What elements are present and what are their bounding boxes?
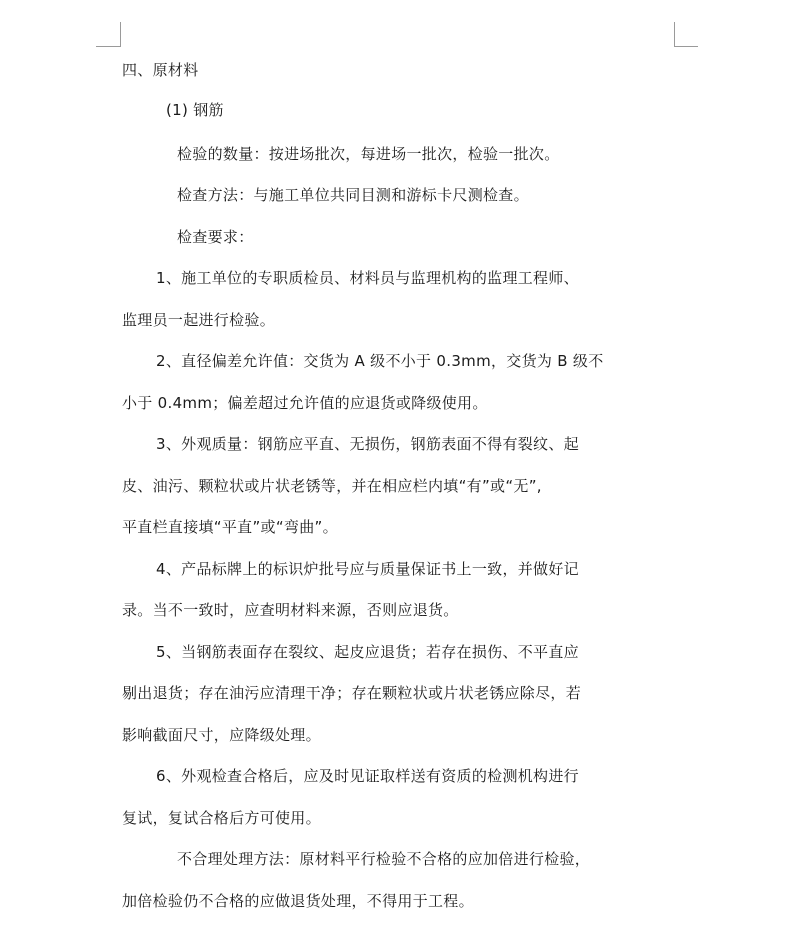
requirement-item-6-line-1: 6、外观检查合格后，应及时见证取样送有资质的检测机构进行: [156, 767, 579, 785]
requirement-item-2-line-2: 小于 0.4mm；偏差超过允许值的应退货或降级使用。: [122, 394, 488, 412]
inspection-quantity-text: 检验的数量：按进场批次，每进场一批次，检验一批次。: [177, 145, 560, 163]
requirement-item-5-line-2: 剔出退货；存在油污应清理干净；存在颗粒状或片状老锈应除尽，若: [122, 684, 582, 702]
subsection-heading: (1) 钢筋: [166, 101, 224, 119]
nonconformance-line-1: 不合理处理方法：原材料平行检验不合格的应加倍进行检验，: [177, 850, 591, 868]
requirement-item-6-line-2: 复试，复试合格后方可使用。: [122, 809, 321, 827]
requirement-item-4-line-1: 4、产品标牌上的标识炉批号应与质量保证书上一致，并做好记: [156, 560, 579, 578]
requirement-item-1-line-2: 监理员一起进行检验。: [122, 311, 276, 329]
requirement-item-5-line-3: 影响截面尺寸，应降级处理。: [122, 726, 321, 744]
crop-mark-top-right: [674, 46, 698, 47]
requirement-item-2-line-1: 2、直径偏差允许值：交货为 A 级不小于 0.3mm，交货为 B 级不: [156, 352, 604, 370]
crop-mark-top-right: [674, 22, 675, 47]
inspection-method-text: 检查方法：与施工单位共同目测和游标卡尺测检查。: [177, 186, 529, 204]
requirement-item-3-line-1: 3、外观质量：钢筋应平直、无损伤，钢筋表面不得有裂纹、起: [156, 435, 579, 453]
requirements-heading: 检查要求：: [177, 228, 254, 246]
requirement-item-1-line-1: 1、施工单位的专职质检员、材料员与监理机构的监理工程师、: [156, 269, 579, 287]
crop-mark-top-left: [96, 46, 120, 47]
nonconformance-line-2: 加倍检验仍不合格的应做退货处理，不得用于工程。: [122, 892, 474, 910]
requirement-item-4-line-2: 录。当不一致时，应查明材料来源，否则应退货。: [122, 601, 459, 619]
section-heading: 四、原材料: [122, 61, 199, 79]
crop-mark-top-left: [120, 22, 121, 47]
requirement-item-3-line-2: 皮、油污、颗粒状或片状老锈等，并在相应栏内填“有”或“无”,: [122, 477, 542, 495]
requirement-item-5-line-1: 5、当钢筋表面存在裂纹、起皮应退货；若存在损伤、不平直应: [156, 643, 579, 661]
requirement-item-3-line-3: 平直栏直接填“平直”或“弯曲”。: [122, 518, 338, 536]
